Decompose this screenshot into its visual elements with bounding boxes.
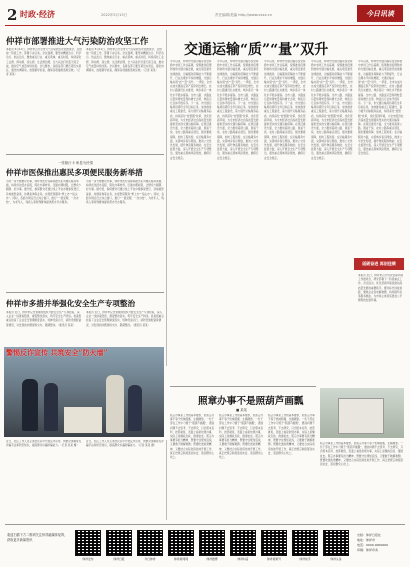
qr-code-label: 仲祥头条 bbox=[330, 557, 342, 561]
qr-code-label: 仲祥抖音 bbox=[237, 557, 249, 561]
opinion-body-col1: 照章办事是工作的基本要求，但照章办事不等于机械照搬、生搬硬套。一些干部在工作中习惯于“照葫芦画瓢”，遇到问题不去思考、不去研究，只会照本宣科、按部就班，表面上看是依规办事，实际上是懒政怠政、推诿扯皮。照章办事要有担当精神，既要守住规矩底线，又要敢于破解难题；既要吃透政策精神，又要结合实际创造性地开展工作，真正把规章制度落到实处、落到群众心坎上。 bbox=[170, 414, 215, 460]
qr-code-icon bbox=[137, 530, 163, 556]
page-footer bbox=[5, 524, 405, 564]
article-headline: 仲祥市医保推出惠民多项便民服务新举措 bbox=[6, 168, 143, 177]
page-header bbox=[5, 4, 405, 26]
building-photo bbox=[320, 388, 404, 438]
article-headline: 仲祥市多措并举强化安全生产专项整治 bbox=[6, 299, 136, 308]
article-body-continued: 本报讯 近日，仲祥市应急管理局组织开展安全生产专项检查，深入企业一线排查隐患，督促整改落实，筑牢安全生产防线。检查组重点检查了企业安全管理制度落实、特种设备运行、消防设施配备等情况，对发现的问题现场交办、限期整改。（通讯员 某某） bbox=[86, 311, 164, 327]
side-article-body: 本报讯 近日，仲祥市召开优化营商环境工作推进会，研究部署下一阶段重点工作。会议指出，优化营商环境是推动高质量发展的重要抓手，要对标先进找差距，聚焦企业需求解难题，持续提升政务服务效能，为市场主体营造更加公平便利的发展环境。 bbox=[358, 274, 403, 303]
qr-code-icon bbox=[75, 530, 101, 556]
article-body-continued: 本报讯 5月11日，仲祥市召开全市大气污染防治攻坚推进会，总结前一阶段工作，部署下步任务。会议强调，要坚持精准治污、科学治污、依法治污，聚焦重点行业、重点领域、重点时段，持续深化工业源、移动源、扬尘源、生活源治理，全力以赴打好蓝天保卫战，推动空气质量持续改善。会议要求，各级各部门要压紧压实责任，强化协调联动，加强督导检查，确保各项措施落地见效。（记者 某某） bbox=[86, 48, 164, 73]
person-figure bbox=[106, 375, 124, 433]
section-rule bbox=[6, 154, 164, 155]
opinion-byline: ■ 某某 bbox=[236, 408, 248, 412]
column-divider bbox=[166, 30, 167, 366]
qr-code-icon bbox=[106, 530, 132, 556]
qr-code-label: 仲祥新闻网 bbox=[174, 557, 188, 561]
page-number: 2 bbox=[7, 6, 18, 24]
section-rule bbox=[6, 292, 164, 293]
qr-code-icon bbox=[230, 530, 256, 556]
main-body-col4: 今年以来，仲祥市交通运输系统坚持稳中求进工作总基调，统筹推进疫情防控和交通运输发展，重点项目建设加速推进，运输服务保障能力不断提升，行业治理水平持续增强，交通运输实现“质”“量”双升。一季度，全市完成交通固定资产投资同比增长，农村公路建设扎实推进，城乡客运一体化水平稳步提高。全市公路、水路货运量和周转量保持增长态势，物流运行总体平稳有序。下一步，市交通运输局将紧盯全年目标任务，加快推进重点工程建设，着力提升运输服务品质，持续深化“放管服”改革，优化营商环境，为全市经济社会高质量发展提供坚实的交通运输保障。在项目建设方面，全力推进高速公路、国省干线、农村公路等重点项目，强化要素保障，加快工程进度；在运输服务方面，完善城乡客运网络，推进公交优先发展，提升物流服务效能；在安全监管方面，深入开展安全生产专项整治，强化重点领域风险管控，确保行业安全稳定。 bbox=[311, 60, 353, 160]
table-figure bbox=[64, 407, 102, 433]
main-body-col1: 今年以来，仲祥市交通运输系统坚持稳中求进工作总基调，统筹推进疫情防控和交通运输发展，重点项目建设加速推进，运输服务保障能力不断提升，行业治理水平持续增强，交通运输实现“质”“量”双升。一季度，全市完成交通固定资产投资同比增长，农村公路建设扎实推进，城乡客运一体化水平稳步提高。全市公路、水路货运量和周转量保持增长态势，物流运行总体平稳有序。下一步，市交通运输局将紧盯全年目标任务，加快推进重点工程建设，着力提升运输服务品质，持续深化“放管服”改革，优化营商环境，为全市经济社会高质量发展提供坚实的交通运输保障。在项目建设方面，全力推进高速公路、国省干线、农村公路等重点项目，强化要素保障，加快工程进度；在运输服务方面，完善城乡客运网络，推进公交优先发展，提升物流服务效能；在安全监管方面，深入开展安全生产专项整治，强化重点领域风险管控，确保行业安全稳定。 bbox=[170, 60, 212, 160]
promo-banner: 砥砺奋进 再创佳绩 bbox=[354, 258, 404, 270]
qr-code-label: 仲祥微博 bbox=[206, 557, 218, 561]
photo-banner-text: 警惕反诈宣传 共筑安全“防火墙” bbox=[6, 348, 108, 357]
qr-code-label: 仲祥发布 bbox=[82, 557, 94, 561]
qr-code-label: 仲祥日报 bbox=[113, 557, 125, 561]
qr-code-icon bbox=[168, 530, 194, 556]
footer-note: 欢迎扫描下方二维码关注仲祥融媒体矩阵，获取更多新闻资讯 bbox=[7, 533, 68, 542]
article-body: 为进一步方便群众办事，仲祥市医疗保障局推出系列便民服务举措，持续优化经办流程，简化办事材料，压缩办理时限，让群众少跑腿、好办事。据介绍，参保群众可通过线上平台办理参保登记、异地就医备案、待遇查询等业务，实现医保服务“掌上办”“指尖办”。同时，各经办网点设立综合窗口，推行“一窗受理、一次办结”，为老年人、残疾人等特殊群体提供帮办代办服务。 bbox=[6, 180, 82, 205]
main-headline: 交通运输“质”“量”双升 bbox=[184, 42, 329, 58]
section-name: 时政·经济 bbox=[20, 10, 56, 19]
photo-caption-continued: 近日，社区工作人员走进居民家中开展反诈宣传，向群众讲解常见诈骗手法和防范知识，提高群众识骗防骗能力。（记者 某某 摄） bbox=[86, 440, 164, 448]
opinion-headline: 照章办事不是照葫芦画瓢 bbox=[198, 396, 304, 407]
main-body-col3: 今年以来，仲祥市交通运输系统坚持稳中求进工作总基调，统筹推进疫情防控和交通运输发展，重点项目建设加速推进，运输服务保障能力不断提升，行业治理水平持续增强，交通运输实现“质”“量”双升。一季度，全市完成交通固定资产投资同比增长，农村公路建设扎实推进，城乡客运一体化水平稳步提高。全市公路、水路货运量和周转量保持增长态势，物流运行总体平稳有序。下一步，市交通运输局将紧盯全年目标任务，加快推进重点工程建设，着力提升运输服务品质，持续深化“放管服”改革，优化营商环境，为全市经济社会高质量发展提供坚实的交通运输保障。在项目建设方面，全力推进高速公路、国省干线、农村公路等重点项目，强化要素保障，加快工程进度；在运输服务方面，完善城乡客运网络，推进公交优先发展，提升物流服务效能；在安全监管方面，深入开展安全生产专项整治，强化重点领域风险管控，确保行业安全稳定。 bbox=[264, 60, 306, 160]
newspaper-logo: 今日讯谈 bbox=[357, 5, 403, 22]
article-body-continued: 为进一步方便群众办事，仲祥市医疗保障局推出系列便民服务举措，持续优化经办流程，简化办事材料，压缩办理时限，让群众少跑腿、好办事。据介绍，参保群众可通过线上平台办理参保登记、异地就医备案、待遇查询等业务，实现医保服务“掌上办”“指尖办”。同时，各经办网点设立综合窗口，推行“一窗受理、一次办结”，为老年人、残疾人等特殊群体提供帮办代办服务。 bbox=[86, 180, 164, 205]
column-divider bbox=[166, 440, 167, 520]
qr-code-label: 仲祥视频号 bbox=[267, 557, 281, 561]
issue-date: 2022年5月13日 bbox=[101, 13, 128, 17]
qr-code-icon bbox=[261, 530, 287, 556]
section-rule bbox=[170, 386, 316, 387]
opinion-body-col3: 照章办事是工作的基本要求，但照章办事不等于机械照搬、生搬硬套。一些干部在工作中习惯于“照葫芦画瓢”，遇到问题不去思考、不去研究，只会照本宣科、按部就班，表面上看是依规办事，实际上是懒政怠政、推诿扯皮。照章办事要有担当精神，既要守住规矩底线，又要敢于破解难题；既要吃透政策精神，又要结合实际创造性地开展工作，真正把规章制度落到实处、落到群众心坎上。 bbox=[268, 414, 315, 455]
opinion-body-col4: 照章办事是工作的基本要求，但照章办事不等于机械照搬、生搬硬套。一些干部在工作中习惯于“照葫芦画瓢”，遇到问题不去思考、不去研究，只会照本宣科、按部就班，表面上看是依规办事，实际上是懒政怠政、推诿扯皮。照章办事要有担当精神，既要守住规矩底线，又要敢于破解难题；既要吃透政策精神，又要结合实际创造性地开展工作，真正把规章制度落到实处、落到群众心坎上。 bbox=[320, 442, 404, 467]
article-headline: 仲祥市部署推进大气污染防治攻坚工作 bbox=[6, 36, 149, 46]
person-figure bbox=[22, 379, 38, 431]
building-figure bbox=[338, 398, 384, 434]
person-figure bbox=[128, 385, 142, 431]
qr-code-icon bbox=[199, 530, 225, 556]
qr-code-icon bbox=[292, 530, 318, 556]
publisher-info: 出版：仲祥日报社 地址：仲祥市 电话：0000-0000000 印刷：仲祥印务 bbox=[357, 533, 389, 552]
news-photo bbox=[4, 347, 164, 437]
person-figure bbox=[44, 383, 58, 431]
article-body: 本报讯 5月11日，仲祥市召开全市大气污染防治攻坚推进会，总结前一阶段工作，部署下步任务。会议强调，要坚持精准治污、科学治污、依法治污，聚焦重点行业、重点领域、重点时段，持续深化工业源、移动源、扬尘源、生活源治理，全力以赴打好蓝天保卫战，推动空气质量持续改善。会议要求，各级各部门要压紧压实责任，强化协调联动，加强督导检查，确保各项措施落地见效。（记者 某某） bbox=[6, 48, 82, 77]
photo-caption: 近日，社区工作人员走进居民家中开展反诈宣传，向群众讲解常见诈骗手法和防范知识，提高群众识骗防骗能力。（记者 某某 摄） bbox=[6, 440, 82, 448]
opinion-body-col2: 照章办事是工作的基本要求，但照章办事不等于机械照搬、生搬硬套。一些干部在工作中习惯于“照葫芦画瓢”，遇到问题不去思考、不去研究，只会照本宣科、按部就班，表面上看是依规办事，实际上是懒政怠政、推诿扯皮。照章办事要有担当精神，既要守住规矩底线，又要敢于破解难题；既要吃透政策精神，又要结合实际创造性地开展工作，真正把规章制度落到实处、落到群众心坎上。 bbox=[219, 414, 264, 460]
qr-code-label: 今日仲祥 bbox=[144, 557, 156, 561]
qr-code-label: 仲祥快手 bbox=[299, 557, 311, 561]
main-body-col2: 今年以来，仲祥市交通运输系统坚持稳中求进工作总基调，统筹推进疫情防控和交通运输发展，重点项目建设加速推进，运输服务保障能力不断提升，行业治理水平持续增强，交通运输实现“质”“量”双升。一季度，全市完成交通固定资产投资同比增长，农村公路建设扎实推进，城乡客运一体化水平稳步提高。全市公路、水路货运量和周转量保持增长态势，物流运行总体平稳有序。下一步，市交通运输局将紧盯全年目标任务，加快推进重点工程建设，着力提升运输服务品质，持续深化“放管服”改革，优化营商环境，为全市经济社会高质量发展提供坚实的交通运输保障。在项目建设方面，全力推进高速公路、国省干线、农村公路等重点项目，强化要素保障，加快工程进度；在运输服务方面，完善城乡客运网络，推进公交优先发展，提升物流服务效能；在安全监管方面，深入开展安全生产专项整治，强化重点领域风险管控，确保行业安全稳定。 bbox=[217, 60, 259, 160]
editor-line: 责任编辑/美编 http://www.xxxx.cn bbox=[215, 13, 272, 17]
main-body-col5: 今年以来，仲祥市交通运输系统坚持稳中求进工作总基调，统筹推进疫情防控和交通运输发展，重点项目建设加速推进，运输服务保障能力不断提升，行业治理水平持续增强，交通运输实现“质”“量”双升。一季度，全市完成交通固定资产投资同比增长，农村公路建设扎实推进，城乡客运一体化水平稳步提高。全市公路、水路货运量和周转量保持增长态势，物流运行总体平稳有序。下一步，市交通运输局将紧盯全年目标任务，加快推进重点工程建设，着力提升运输服务品质，持续深化“放管服”改革，优化营商环境，为全市经济社会高质量发展提供坚实的交通运输保障。在项目建设方面，全力推进高速公路、国省干线、农村公路等重点项目，强化要素保障，加快工程进度；在运输服务方面，完善城乡客运网络，推进公交优先发展，提升物流服务效能；在安全监管方面，深入开展安全生产专项整治，强化重点领域风险管控，确保行业安全稳定。 bbox=[358, 60, 404, 156]
article-kicker: 一张辖行卡 彰显为民情 bbox=[58, 161, 93, 165]
article-body: 本报讯 近日，仲祥市应急管理局组织开展安全生产专项检查，深入企业一线排查隐患，督促整改落实，筑牢安全生产防线。检查组重点检查了企业安全管理制度落实、特种设备运行、消防设施配备等情况，对发现的问题现场交办、限期整改。（通讯员 某某） bbox=[6, 311, 82, 327]
qr-code-icon bbox=[323, 530, 349, 556]
